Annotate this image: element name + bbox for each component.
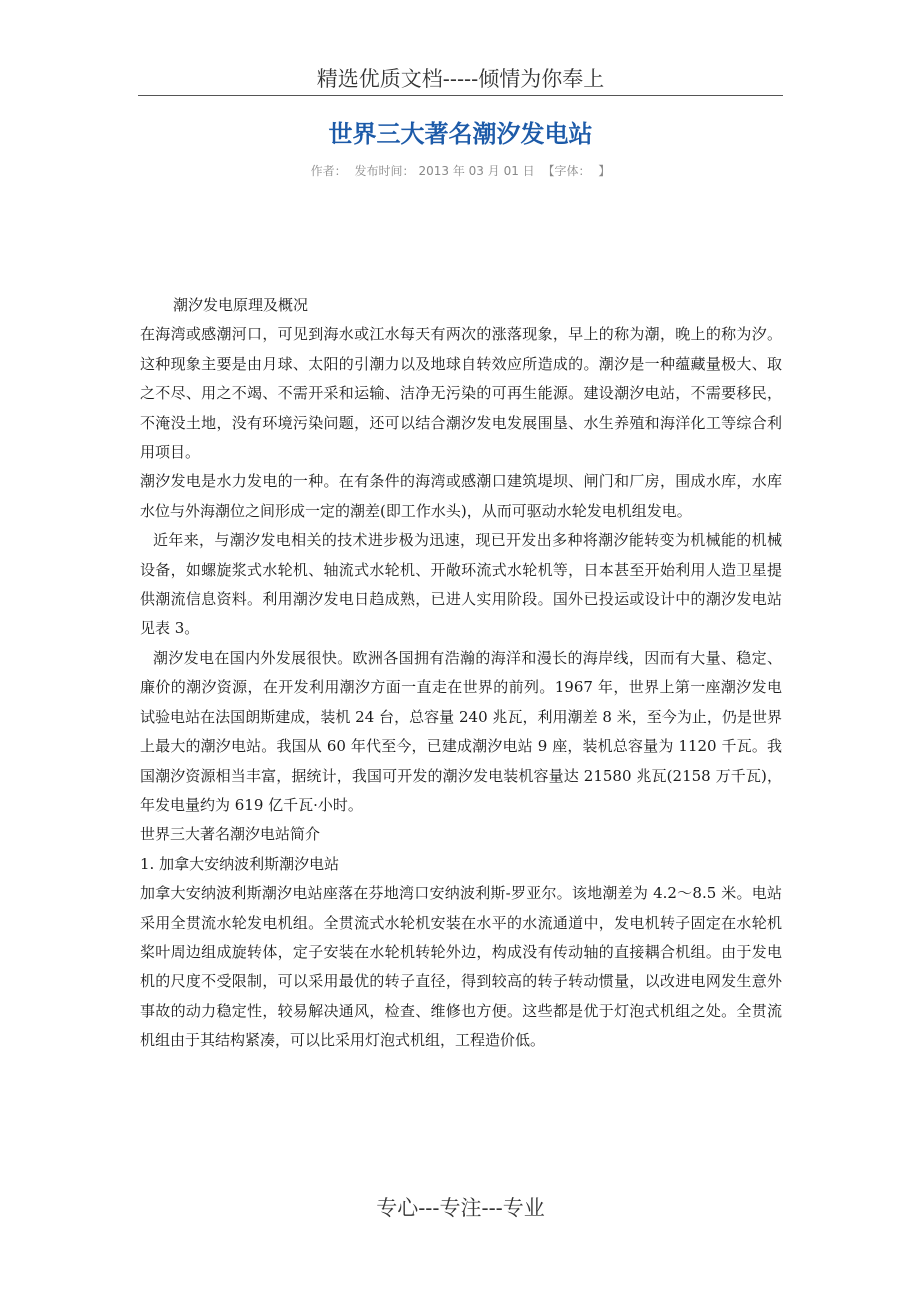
paragraph-tech-progress: 近年来，与潮汐发电相关的技术进步极为迅速，现已开发出多种将潮汐能转变为机械能的机械设备，如螺旋浆式水轮机、轴流式水轮机、开敞环流式水轮机等，日本甚至开始利用人造卫星提供潮流信息资料。利用潮汐发电日趋成熟，已进人实用阶段。国外已投运或设计中的潮汐发电站见表 3。	[140, 531, 782, 638]
section-heading-stations: 世界三大著名潮汐电站简介	[140, 825, 321, 844]
publish-date-label: 发布时间：	[354, 164, 415, 178]
page-footer: 专心---专注---专业	[376, 1196, 545, 1220]
author-label: 作者：	[310, 164, 347, 178]
publish-date: 2013 年 03 月 01 日	[418, 164, 535, 178]
article-title: 世界三大著名潮汐发电站	[328, 120, 593, 148]
page-header: 精选优质文档-----倾情为你奉上	[316, 67, 605, 91]
paragraph-tide-intro: 在海湾或感潮河口，可见到海水或江水每天有两次的涨落现象，早上的称为潮，晚上的称为汐。这种现象主要是由月球、太阳的引潮力以及地球自转效应所造成的。潮汐是一种蕴藏量极大、取之不尽、用之不竭、不需开采和运输、洁净无污染的可再生能源。建设潮汐电站，不需要移民，不淹没土地，没有环境污染问题，还可以结合潮汐发电发展围垦、水生养殖和海洋化工等综合利用项目。	[140, 325, 782, 462]
header-divider	[138, 95, 783, 96]
article-meta	[138, 162, 783, 180]
article-body	[140, 291, 782, 1056]
paragraph-hydro-type: 潮汐发电是水力发电的一种。在有条件的海湾或感潮口建筑堤坝、闸门和厂房，围成水库，水库水位与外海潮位之间形成一定的潮差(即工作水头)，从而可驱动水轮发电机组发电。	[140, 472, 782, 520]
subheading-annapolis: 1. 加拿大安纳波利斯潮汐电站	[140, 854, 340, 873]
font-size-close: 】	[598, 164, 611, 178]
paragraph-development: 潮汐发电在国内外发展很快。欧洲各国拥有浩瀚的海洋和漫长的海岸线，因而有大量、稳定、廉价的潮汐资源，在开发利用潮汐方面一直走在世界的前列。1967 年，世界上第一座潮汐发电试验电站在法国朗斯建成，装机 24 台，总容量 240 兆瓦，利用潮差 8 米，至今为止，仍是世界上最大的潮汐电站。我国从 60 年代至今，已建成潮汐电站 9 座，装机总容量为 1120 千瓦。我国潮汐资源相当丰富，据统计，我国可开发的潮汐发电装机容量达 21580 兆瓦(2158 万千瓦)，年发电量约为 619 亿千瓦·小时。	[140, 648, 782, 814]
section-heading-principle: 潮汐发电原理及概况	[173, 296, 309, 314]
paragraph-annapolis: 加拿大安纳波利斯潮汐电站座落在芬地湾口安纳波利斯-罗亚尔。该地潮差为 4.2～8.5 米。电站采用全贯流水轮发电机组。全贯流式水轮机安装在水平的水流通道中，发电机转子固定在水轮机桨叶周边组成旋转体，定子安装在水轮机转轮外边，构成没有传动轴的直接耦合机组。由于发电机的尺度不受限制，可以采用最优的转子直径，得到较高的转子转动惯量，以改进电网发生意外事故的动力稳定性，较易解决通风，检查、维修也方便。这些都是优于灯泡式机组之处。全贯流机组由于其结构紧凑，可以比采用灯泡式机组，工程造价低。	[140, 884, 782, 1050]
font-size-label: 【字体：	[542, 164, 591, 178]
